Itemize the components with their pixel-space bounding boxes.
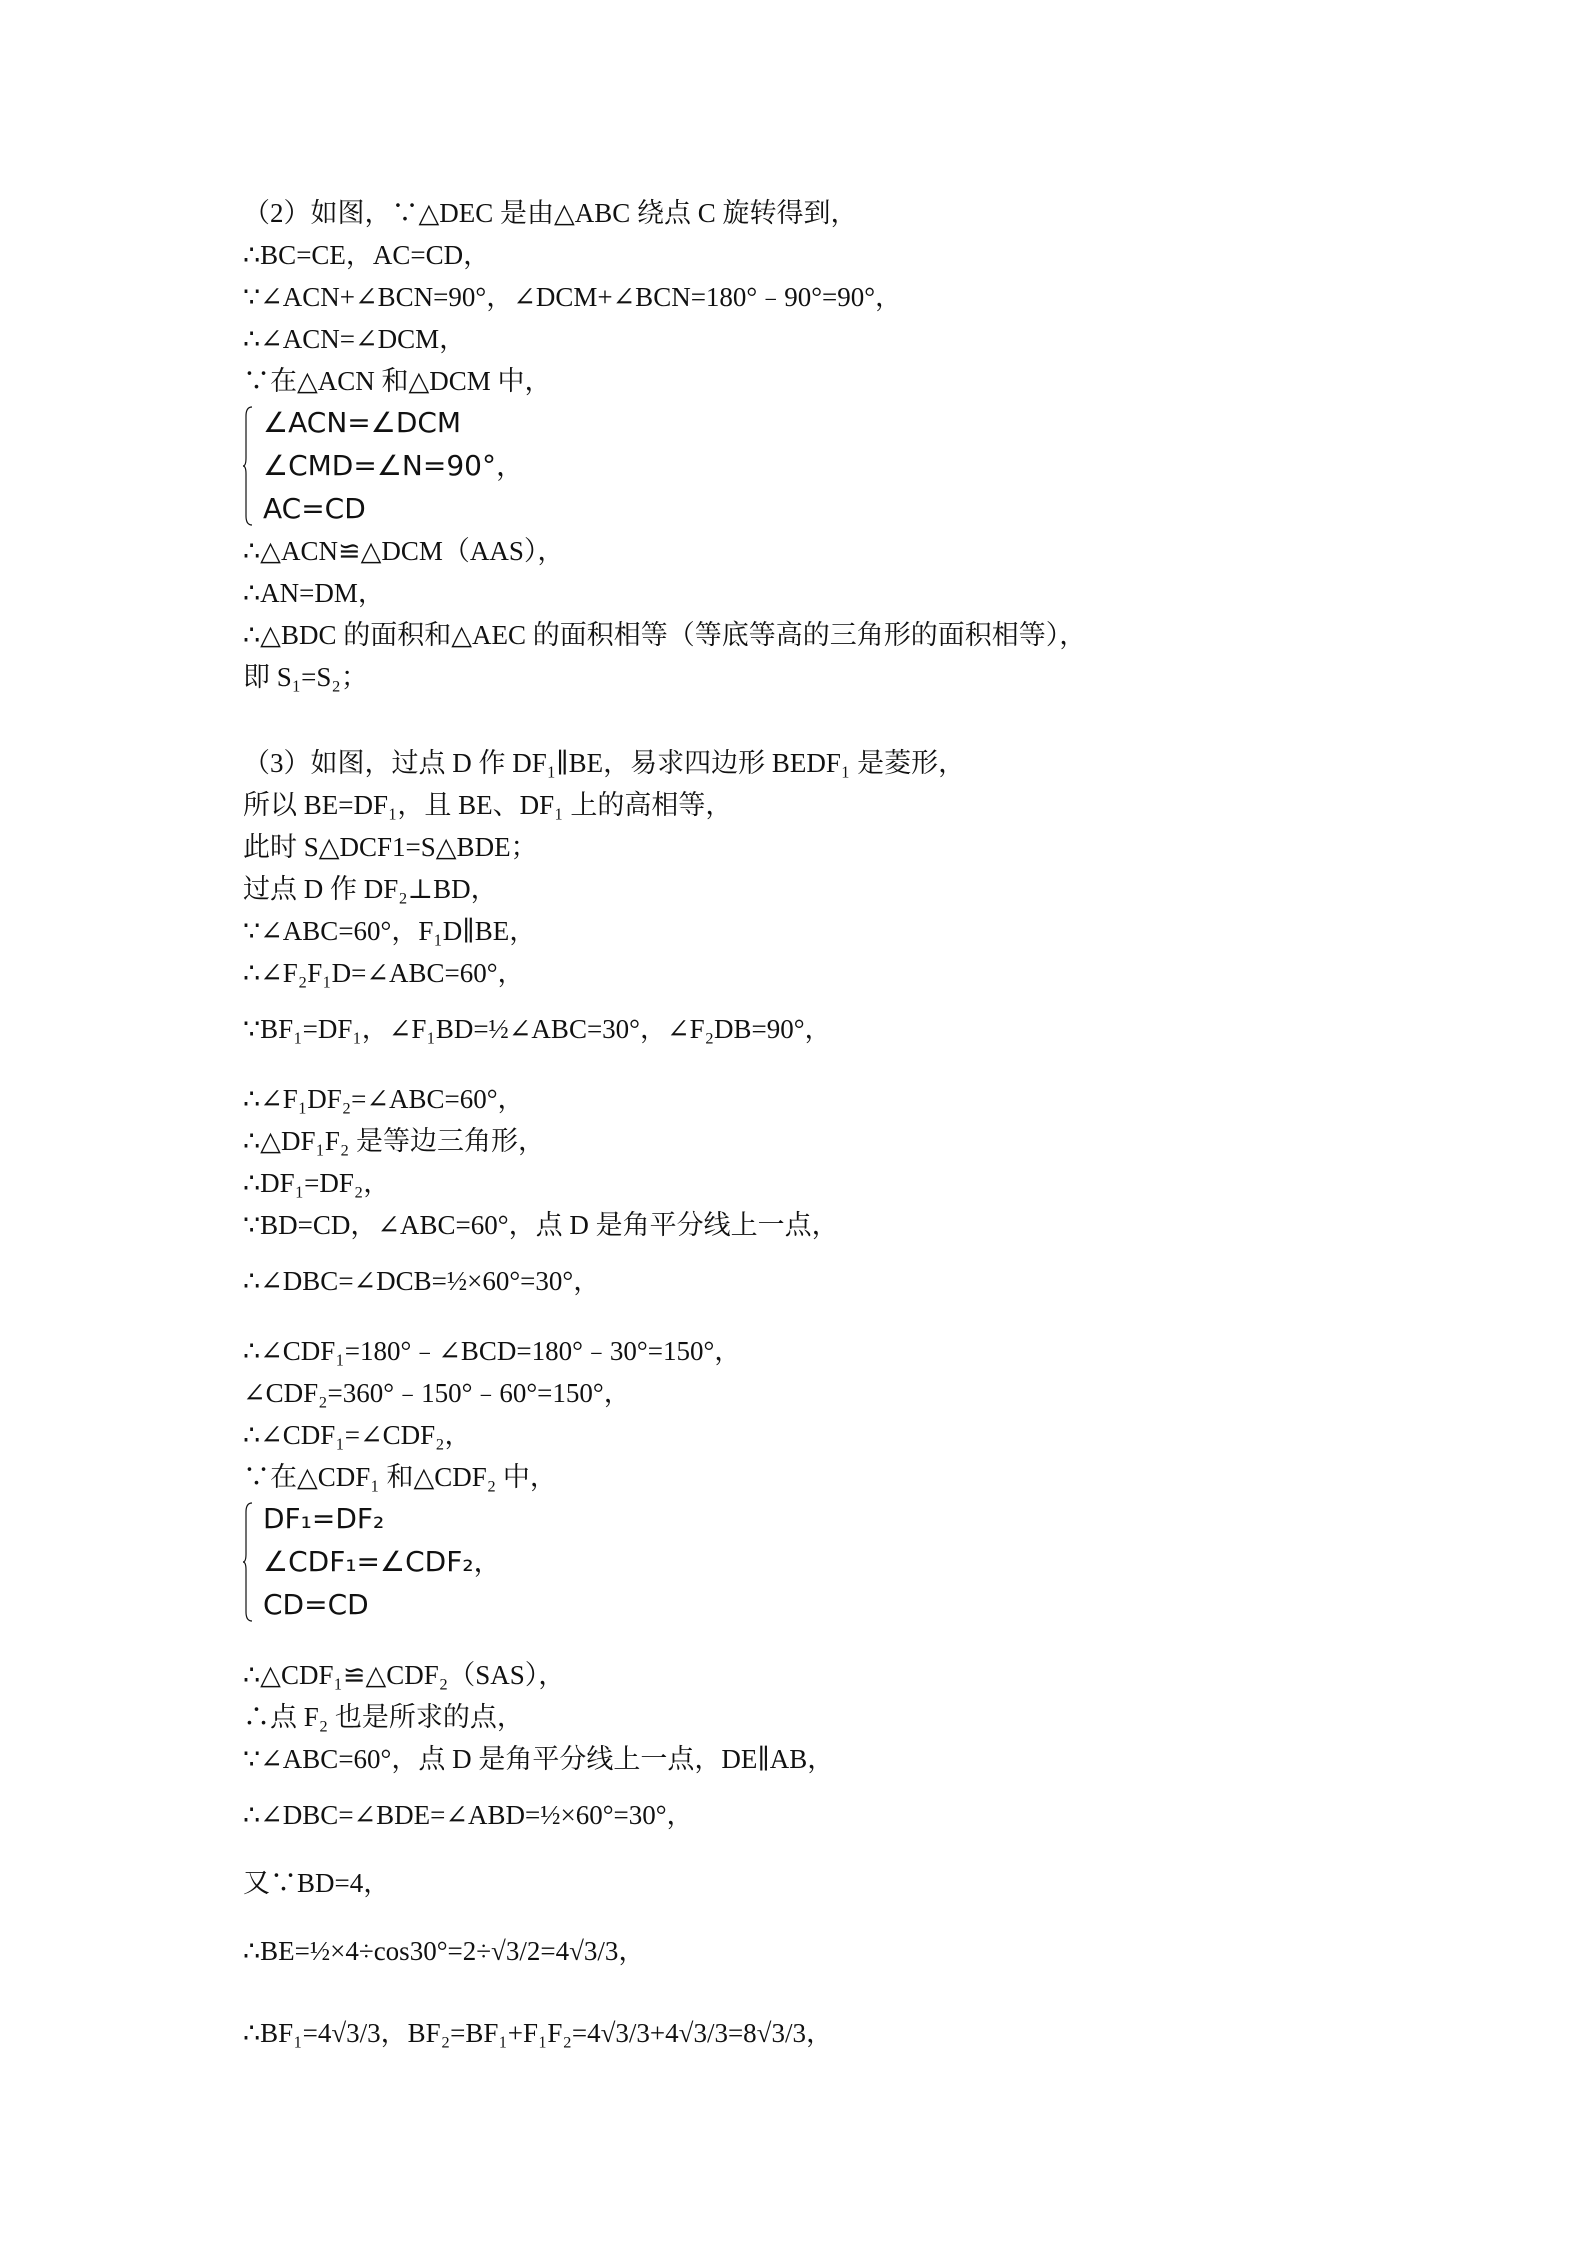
equation-system-1: [243, 402, 524, 532]
equation-system-2-row-3: CD=CD: [263, 1588, 369, 1621]
part3-line-14: ∠CDF₂=360°﹣150°﹣60°=150°，: [243, 1378, 631, 1408]
part2-line-6: ∴△ACN≌△DCM（AAS），: [243, 536, 565, 566]
part3-line-4: 过点 D 作 DF₂⊥BD，: [243, 874, 498, 904]
part3-line-12: ∴∠DBC=∠DCB=½×60°=30°，: [243, 1266, 601, 1296]
part2-line-1: （2）如图，∵△DEC 是由△ABC 绕点 C 旋转得到，: [243, 198, 858, 228]
equation-system-1-row-3: AC=CD: [263, 492, 366, 525]
part3-line-13: ∴∠CDF₁=180°﹣∠BCD=180°﹣30°=150°，: [243, 1336, 742, 1366]
part3-line-15: ∴∠CDF₁=∠CDF₂，: [243, 1420, 472, 1450]
equation-system-1-row-2: ∠CMD=∠N=90°，: [263, 449, 524, 482]
equation-system-2-row-2: ∠CDF₁=∠CDF₂，: [263, 1545, 502, 1578]
part2-line-9: 即 S₁=S₂；: [243, 662, 368, 692]
part3-line-16: ∵在△CDF₁ 和△CDF₂ 中，: [243, 1462, 557, 1492]
part3-line-22: ∴BE=½×4÷cos30°=2÷√3/2=4√3/3，: [243, 1936, 646, 1966]
part3-line-19: ∵∠ABC=60°，点 D 是角平分线上一点，DE∥AB，: [243, 1744, 835, 1774]
part3-line-11: ∵BD=CD，∠ABC=60°，点 D 是角平分线上一点，: [243, 1210, 839, 1240]
part2-line-3: ∵∠ACN+∠BCN=90°，∠DCM+∠BCN=180°﹣90°=90°，: [243, 282, 903, 312]
part3-line-23: ∴BF₁=4√3/3，BF₂=BF₁+F₁F₂=4√3/3+4√3/3=8√3/3，: [243, 2018, 833, 2048]
part2-line-2: ∴BC=CE，AC=CD，: [243, 240, 491, 270]
part2-line-8: ∴△BDC 的面积和△AEC 的面积相等（等底等高的三角形的面积相等），: [243, 620, 1087, 650]
part3-line-8: ∴∠F₁DF₂=∠ABC=60°，: [243, 1084, 525, 1114]
equation-system-2: [243, 1498, 502, 1628]
part2-line-5: ∵在△ACN 和△DCM 中，: [243, 366, 552, 396]
part3-line-9: ∴△DF₁F₂ 是等边三角形，: [243, 1126, 546, 1156]
equation-system-2-row-1: DF₁=DF₂: [263, 1502, 385, 1535]
part3-line-7: ∵BF₁=DF₁，∠F₁BD=½∠ABC=30°，∠F₂DB=90°，: [243, 1014, 832, 1044]
part3-line-1: （3）如图，过点 D 作 DF₁∥BE，易求四边形 BEDF₁ 是菱形，: [243, 748, 966, 778]
part3-line-3: 此时 S△DCF1=S△BDE；: [243, 832, 538, 862]
part3-line-18: ∴点 F₂ 也是所求的点，: [243, 1702, 524, 1732]
part3-line-17: ∴△CDF₁≌△CDF₂（SAS），: [243, 1660, 566, 1690]
part2-line-7: ∴AN=DM，: [243, 578, 385, 608]
part3-line-20: ∴∠DBC=∠BDE=∠ABD=½×60°=30°，: [243, 1800, 694, 1830]
part3-line-6: ∴∠F₂F₁D=∠ABC=60°，: [243, 958, 525, 988]
part3-line-2: 所以 BE=DF₁，且 BE、DF₁ 上的高相等，: [243, 790, 733, 820]
part2-line-4: ∴∠ACN=∠DCM，: [243, 324, 467, 354]
part3-line-21: 又∵BD=4，: [243, 1868, 391, 1898]
part3-line-5: ∵∠ABC=60°，F₁D∥BE，: [243, 916, 537, 946]
part3-line-10: ∴DF₁=DF₂，: [243, 1168, 391, 1198]
equation-system-1-row-1: ∠ACN=∠DCM: [263, 406, 462, 439]
